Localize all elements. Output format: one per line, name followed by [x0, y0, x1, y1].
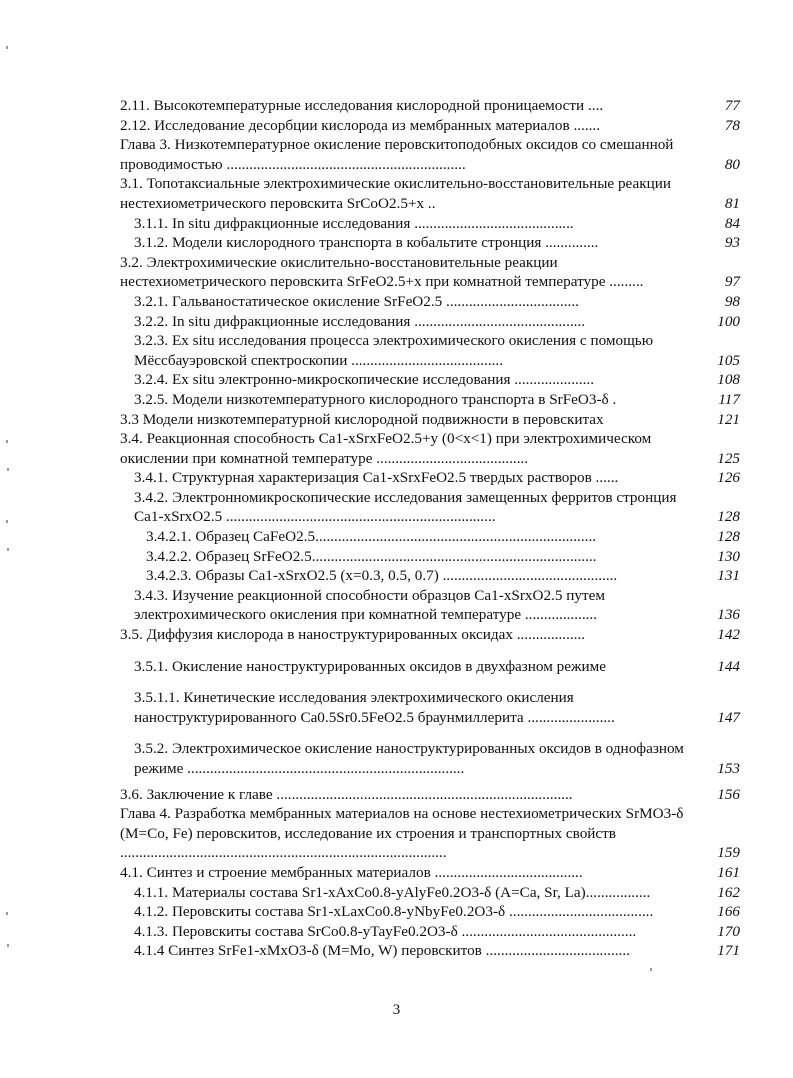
toc-entry-3-4-2-1	[120, 527, 740, 547]
toc-entry-text: 3.2.1. Гальваностатическое окисление SrFeO2.5 ...................................	[134, 292, 579, 310]
toc-entry-page: 100	[717, 312, 740, 330]
scan-speck	[6, 46, 8, 49]
toc-entry-3-2-1	[120, 292, 740, 312]
toc-entry-page: 170	[717, 922, 740, 940]
toc-entry-3-2-5	[120, 390, 740, 410]
toc-entry-text: 3.5. Диффузия кислорода в наноструктурированных оксидах ..................	[120, 626, 586, 644]
toc-entry-page: 153	[717, 760, 740, 777]
toc-entry-text: 3.2.4. Ex situ электронно-микроскопические исследования .....................	[134, 371, 594, 389]
toc-entry-page: 108	[717, 371, 740, 389]
toc-entry-3-2-3	[120, 331, 740, 370]
toc-entry-page: 136	[717, 606, 740, 624]
toc-entry-4-1	[120, 863, 740, 883]
toc-entry-page: 128	[717, 508, 740, 526]
toc-entry-page: 98	[724, 292, 740, 310]
toc-entry-page: 80	[724, 155, 740, 173]
toc-entry-text: 4.1.4 Синтез SrFe1-xMxO3-δ (M=Mo, W) перовскитов ......................................	[134, 942, 630, 960]
toc-entry-3-4-2	[120, 488, 740, 527]
toc-entry-text: 3.4.3. Изучение реакционной способности образцов Ca1-xSrxO2.5 путем электрохимического окисления при комнатной температуре ...................	[134, 586, 605, 624]
table-of-contents	[120, 96, 740, 961]
toc-entry-3-5-1	[120, 657, 740, 677]
toc-entry-3-5-1-1	[120, 688, 740, 727]
toc-entry-page: 81	[724, 194, 740, 212]
toc-entry-text: 4.1.3. Перовскиты состава SrCo0.8-yTayFe0.2O3-δ ..............................................	[134, 922, 637, 940]
toc-entry-text: 3.4.2. Электронномикроскопические исследования замещенных ферритов стронция Ca1-xSrxO2.5 .......................................................................	[134, 488, 677, 526]
toc-entry-4-1-3	[120, 922, 740, 942]
toc-entry-text: 3.5.2. Электрохимическое окисление наноструктурированных оксидов в однофазном режиме .........................................................................	[134, 740, 684, 777]
toc-entry-4-1-4	[120, 941, 740, 961]
toc-entry-page: 126	[717, 469, 740, 487]
toc-entry-text: 3.1.1. In situ дифракционные исследования ..........................................	[134, 214, 574, 232]
toc-entry-text: 3.2.5. Модели низкотемпературного кислородного транспорта в SrFeO3-δ .	[134, 390, 617, 408]
toc-entry-page: 142	[717, 626, 740, 644]
scan-speck	[6, 912, 8, 915]
toc-entry-page: 84	[724, 214, 740, 232]
toc-entry-text: 4.1. Синтез и строение мембранных материалов .......................................	[120, 863, 583, 881]
toc-entry-page: 78	[724, 116, 740, 134]
toc-entry-page: 156	[717, 785, 740, 803]
toc-entry-3-2	[120, 253, 740, 292]
toc-entry-page: 97	[724, 273, 740, 291]
scan-speck	[7, 468, 9, 471]
toc-entry-page: 130	[717, 547, 740, 565]
toc-entry-text: 3.2.2. In situ дифракционные исследования .............................................	[134, 312, 586, 330]
toc-entry-page: 131	[717, 567, 740, 585]
toc-entry-text: 3.5.1. Окисление наноструктурированных оксидов в двухфазном режиме	[134, 657, 606, 675]
scan-speck	[7, 548, 9, 551]
toc-entry-text: 2.11. Высокотемпературные исследования кислородной проницаемости ....	[120, 97, 604, 114]
toc-entry-text: 3.5.1.1. Кинетические исследования электрохимического окисления наноструктурированного Ca0.5Sr0.5FeO2.5 браунмиллерита .......................	[134, 689, 615, 726]
toc-entry-text: 2.12. Исследование десорбции кислорода из мембранных материалов .......	[120, 116, 601, 134]
toc-entry-3-1-1	[120, 214, 740, 234]
toc-entry-3-2-4	[120, 370, 740, 390]
toc-entry-page: 171	[717, 942, 740, 960]
toc-entry-page: 125	[717, 449, 740, 467]
toc-entry-3-4-2-3	[120, 566, 740, 586]
toc-entry-3-4	[120, 429, 740, 468]
toc-entry-page: 166	[717, 903, 740, 921]
toc-entry-text: 3.4.2.3. Образы Ca1-xSrxO2.5 (x=0.3, 0.5, 0.7) ..............................................	[146, 567, 618, 585]
toc-entry-3-4-2-2	[120, 547, 740, 567]
toc-entry-3-5	[120, 625, 740, 645]
toc-entry-page: 147	[717, 708, 740, 726]
scan-speck	[7, 944, 9, 947]
toc-entry-4-1-1	[120, 883, 740, 903]
toc-entry-page: 117	[718, 390, 740, 408]
toc-entry-4-1-2	[120, 902, 740, 922]
toc-entry-text: 3.1.2. Модели кислородного транспорта в кобальтите стронция ..............	[134, 234, 599, 252]
scan-speck	[650, 968, 652, 971]
toc-entry-text: 4.1.2. Перовскиты состава Sr1-xLaxCo0.8-yNbyFe0.2O3-δ ......................................	[134, 903, 654, 921]
scan-speck	[6, 440, 8, 443]
toc-entry-text: 3.4.1. Структурная характеризация Ca1-xSrxFeO2.5 твердых растворов ......	[134, 469, 619, 487]
toc-entry-page: 144	[717, 657, 740, 675]
toc-entry-text: 3.2. Электрохимические окислительно-восстановительные реакции нестехиометрического перовскита SrFeO2.5+x при комнатной температуре .........	[120, 253, 644, 291]
toc-entry-chapter-3	[120, 135, 740, 174]
toc-entry-3-4-1	[120, 468, 740, 488]
toc-entry-3-1-2	[120, 233, 740, 253]
toc-entry-page: 105	[717, 351, 740, 369]
toc-entry-3-5-2	[120, 739, 740, 778]
toc-entry-text: Глава 3. Низкотемпературное окисление перовскитоподобных оксидов со смешанной проводимостью ...............................................................	[120, 136, 674, 173]
toc-entry-3-4-3	[120, 586, 740, 625]
toc-entry-page: 93	[724, 234, 740, 252]
toc-entry-3-2-2	[120, 312, 740, 332]
toc-entry-page: 128	[717, 528, 740, 546]
toc-entry-page: 162	[717, 883, 740, 901]
toc-entry-2-12	[120, 116, 740, 136]
toc-entry-text: 3.6. Заключение к главе ..............................................................................	[120, 785, 573, 803]
toc-entry-text: 4.1.1. Материалы состава Sr1-xAxCo0.8-yAlyFe0.2O3-δ (A=Ca, Sr, La).................	[134, 883, 651, 901]
toc-entry-3-1	[120, 174, 740, 213]
toc-entry-2-11	[120, 96, 740, 116]
toc-entry-page: 161	[717, 863, 740, 881]
toc-entry-text: 3.4.2.1. Образец CaFeO2.5..........................................................................	[146, 528, 597, 546]
toc-entry-3-3	[120, 410, 740, 430]
toc-entry-page: 159	[717, 844, 740, 862]
toc-entry-text: 3.4.2.2. Образец SrFeO2.5...........................................................................	[146, 547, 597, 565]
toc-entry-page: 121	[717, 410, 740, 428]
toc-entry-text: 3.2.3. Ex situ исследования процесса электрохимического окисления с помощью Мёссбауэровской спектроскопии ........................................	[134, 332, 654, 369]
toc-entry-chapter-4	[120, 804, 740, 863]
page-number: 3	[392, 1002, 401, 1018]
toc-entry-text: 3.3 Модели низкотемпературной кислородной подвижности в перовскитах	[120, 410, 604, 428]
toc-entry-text: Глава 4. Разработка мембранных материалов на основе нестехиометрических SrMO3-δ (M=Co, Fe) перовскитов, исследование их строения и транспортных свойств ......................................................................................	[120, 805, 684, 862]
toc-entry-3-6	[120, 785, 740, 805]
toc-entry-text: 3.4. Реакционная способность Ca1-xSrxFeO2.5+y (0<x<1) при электрохимическом окислении при комнатной температуре ........................................	[120, 430, 652, 467]
toc-entry-text: 3.1. Топотаксиальные электрохимические окислительно-восстановительные реакции нестехиометрического перовскита SrCoO2.5+x ..	[120, 175, 671, 212]
toc-entry-page: 77	[724, 97, 740, 114]
scan-speck	[6, 520, 8, 523]
